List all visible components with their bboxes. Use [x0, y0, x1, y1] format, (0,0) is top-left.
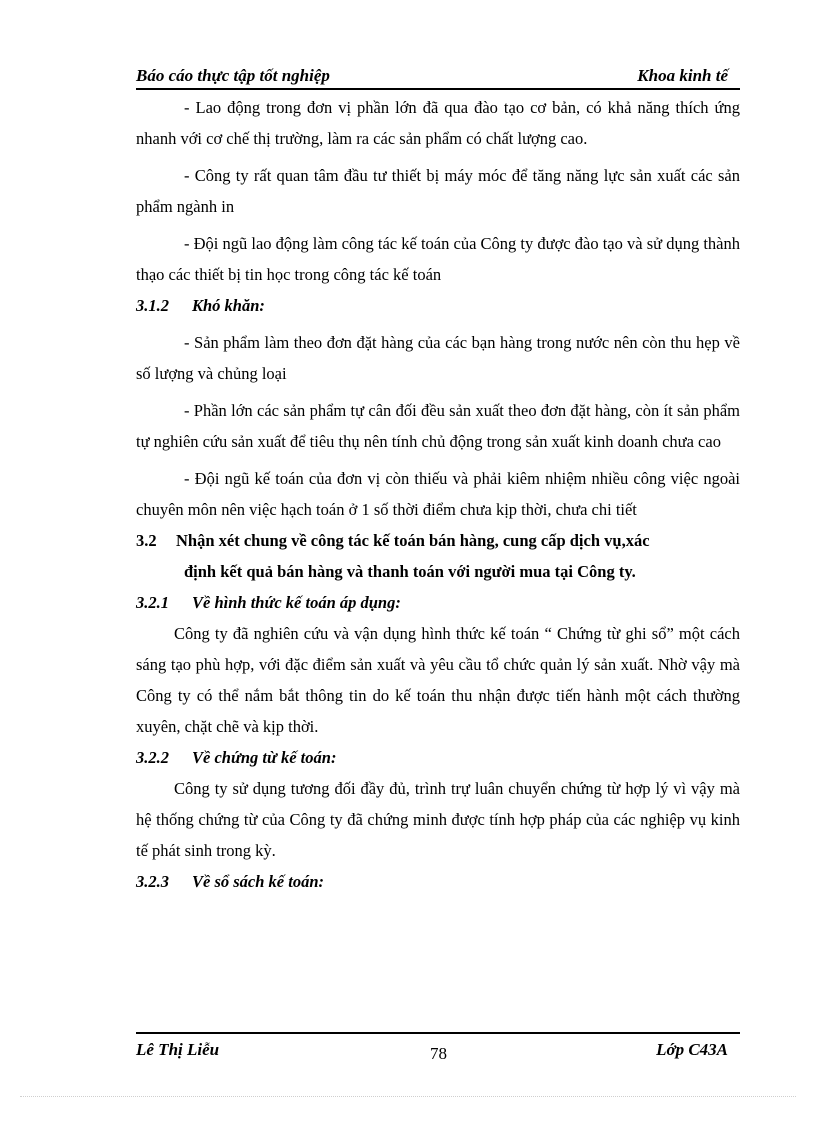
header-report-title: Báo cáo thực tập tốt nghiệp — [136, 66, 330, 85]
heading-title: Khó khăn: — [192, 296, 265, 315]
heading-title: Về hình thức kế toán áp dụng: — [192, 593, 401, 612]
heading-number: 3.2.1 — [136, 593, 169, 612]
paragraph-equipment: - Công ty rất quan tâm đầu tư thiết bị máy móc để tăng năng lực sản xuất các sản phẩm ngành in — [136, 166, 740, 216]
heading-3-2-3 — [136, 866, 740, 897]
heading-3-2-2 — [136, 742, 740, 773]
header-faculty: Khoa kinh tế — [637, 66, 728, 85]
heading-title-line1: Nhận xét chung về công tác kế toán bán hàng, cung cấp dịch vụ,xác — [176, 531, 650, 550]
paragraph-products: - Sản phẩm làm theo đơn đặt hàng của các bạn hàng trong nước nên còn thu hẹp về số lượng và chủng loại — [136, 333, 740, 383]
footer-class: Lớp C43A — [656, 1040, 728, 1059]
page-number: 78 — [430, 1044, 447, 1063]
paragraph-labor: - Lao động trong đơn vị phần lớn đã qua đào tạo cơ bản, có khả năng thích ứng nhanh với cơ chế thị trường, làm ra các sản phẩm có chất lượng cao. — [136, 98, 740, 148]
heading-number: 3.2 — [136, 531, 157, 550]
heading-number: 3.1.2 — [136, 296, 169, 315]
page-header — [136, 64, 740, 90]
heading-title: Về sổ sách kế toán: — [192, 872, 324, 891]
paragraph-vouchers: Công ty sử dụng tương đối đầy đủ, trình trự luân chuyển chứng từ hợp lý vì vậy mà hệ thống chứng từ của Công ty đã chứng minh được tính hợp pháp của các nghiệp vụ kinh tế phát sinh trong kỳ. — [136, 779, 740, 860]
heading-number: 3.2.3 — [136, 872, 169, 891]
page-body — [136, 92, 740, 897]
paragraph-self-balanced: - Phần lớn các sản phẩm tự cân đối đều sản xuất theo đơn đặt hàng, còn ít sản phẩm tự nghiên cứu sản xuất để tiêu thụ nên tính chủ động trong sản xuất kinh doanh chưa cao — [136, 401, 740, 451]
heading-3-2-continued: định kết quả bán hàng và thanh toán với người mua tại Công ty. — [184, 562, 636, 581]
footer-author: Lê Thị Liễu — [136, 1040, 220, 1059]
heading-3-2 — [136, 525, 740, 556]
paragraph-accounting-staff: - Đội ngũ lao động làm công tác kế toán của Công ty được đào tạo và sử dụng thành thạo các thiết bị tin học trong công tác kế toán — [136, 234, 740, 284]
page-footer — [136, 1032, 740, 1070]
page-bottom-divider — [20, 1096, 796, 1097]
heading-number: 3.2.2 — [136, 748, 169, 767]
heading-3-1-2 — [136, 290, 740, 321]
heading-3-2-1 — [136, 587, 740, 618]
paragraph-accounting-form: Công ty đã nghiên cứu và vận dụng hình thức kế toán “ Chứng từ ghi sổ” một cách sáng tạo phù hợp, với đặc điểm sản xuất và yêu cầu tổ chức quản lý sản xuất. Nhờ vậy mà Công ty có thể nắm bắt thông tin do kế toán thu nhận được tiến hành một cách thường xuyên, chặt chẽ và kịp thời. — [136, 624, 740, 736]
paragraph-accountant-shortage: - Đội ngũ kế toán của đơn vị còn thiếu và phải kiêm nhiệm nhiều công việc ngoài chuyên môn nên việc hạch toán ở 1 số thời điểm chưa kịp thời, chưa chi tiết — [136, 469, 740, 519]
heading-title: Về chứng từ kế toán: — [192, 748, 337, 767]
